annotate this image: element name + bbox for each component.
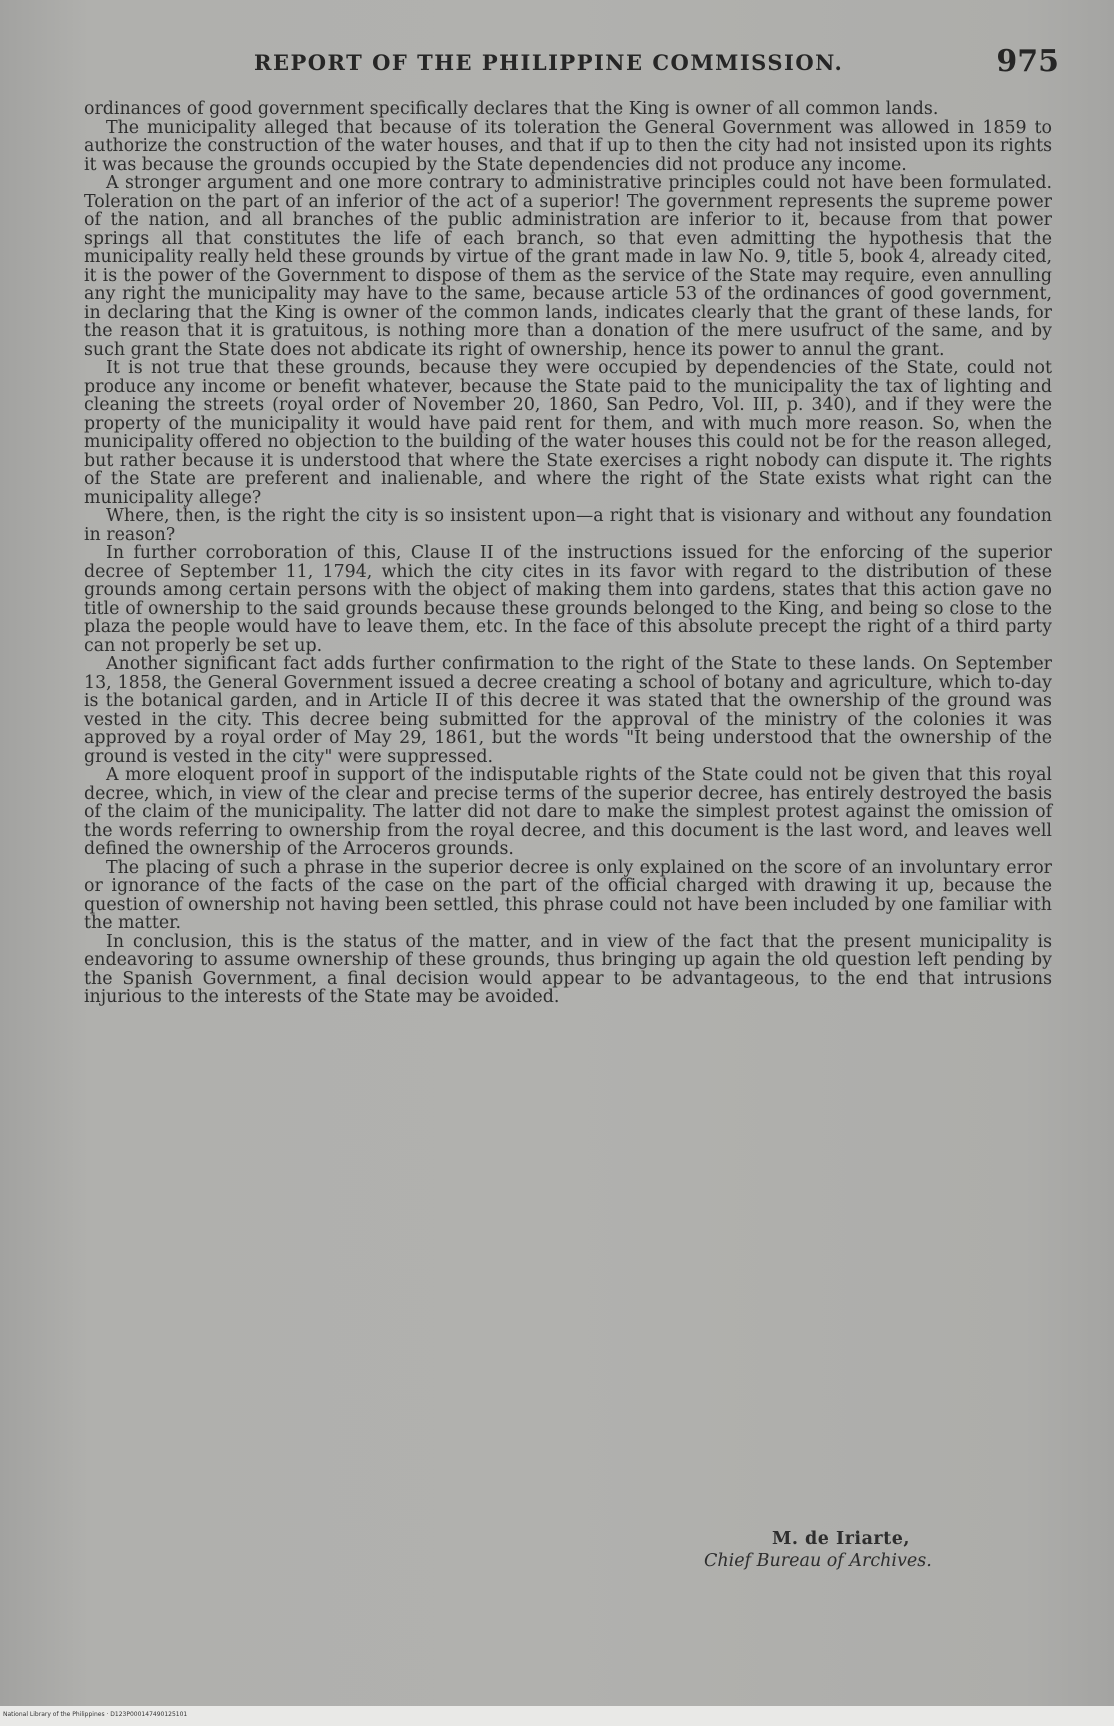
signatory-title: Chief Bureau of Archives. bbox=[704, 1551, 932, 1571]
signatory-name: M. de Iriarte, bbox=[772, 1529, 910, 1549]
running-title: REPORT OF THE PHILIPPINE COMMISSION. bbox=[254, 50, 844, 75]
body-text bbox=[84, 100, 1052, 1007]
paragraph-2: The municipality alleged that because of its toleration the General Government was allowed in 1859 to authorize the construction of the water houses, and that if up to then the city had not insisted upon its rights it was because the grounds occupied by the State dependencies did not produce any income. bbox=[84, 117, 1052, 175]
paragraph-8: A more eloquent proof in support of the indisputable rights of the State could not be given that this royal decree, which, in view of the clear and precise terms of the superior decree, has entirely destroyed the basis of the claim of the municipality. The latter did not dare to make the simplest protest against the omission of the words referring to ownership from the royal decree, and this document is the last word, and leaves well defined the ownership of the Arroceros grounds. bbox=[84, 765, 1052, 859]
signature-block bbox=[704, 1528, 1004, 1572]
paragraph-3: A stronger argument and one more contrary to administrative principles could not have been formulated. Toleration on the part of an inferior of the act of a superior! The government represents the supreme power of the nation, and all branches of the public administration are inferior to it, because from that power springs all that constitutes the life of each branch, so that even admitting the hypothesis that the municipality really held these grounds by virtue of the grant made in law No. 9, title 5, book 4, already cited, it is the power of the Government to dispose of them as the service of the State may require, even annulling any right the municipality may have to the same, because article 53 of the ordinances of good government, in declaring that the King is owner of the common lands, indicates clearly that the grant of these lands, for the reason that it is gratuitous, is nothing more than a donation of the mere usufruct of the same, and by such grant the State does not abdicate its right of ownership, hence its power to annul the grant. bbox=[84, 173, 1052, 360]
scan-attribution: National Library of the Philippines · D123P000147490125101 bbox=[3, 1711, 188, 1718]
paragraph-6: In further corroboration of this, Clause II of the instructions issued for the enforcing of the superior decree of September 11, 1794, which the city cites in its favor with regard to the distribution of these grounds among certain persons with the object of making them into gardens, states that this action gave no title of ownership to the said grounds because these grounds belonged to the King, and being so close to the plaza the people would have to leave them, etc. In the face of this absolute precept the right of a third party can not properly be set up. bbox=[84, 543, 1052, 656]
page-header bbox=[84, 44, 1059, 84]
paragraph-9: The placing of such a phrase in the superior decree is only explained on the score of an involuntary error or ignorance of the facts of the case on the part of the official charged with drawing it up, because the question of ownership not having been settled, this phrase could not have been included by one familiar with the matter. bbox=[84, 857, 1052, 933]
paragraph-5: Where, then, is the right the city is so insistent upon—a right that is visionary and without any foundation in reason? bbox=[84, 506, 1052, 545]
paragraph-7: Another significant fact adds further confirmation to the right of the State to these lands. On September 13, 1858, the General Government issued a decree creating a school of botany and agriculture, which to-day is the botanical garden, and in Article II of this decree it was stated that the ownership of the ground was vested in the city. This decree being submitted for the approval of the ministry of the colonies it was approved by a royal order of May 29, 1861, but the words "It being understood that the ownership of the ground is vested in the city" were suppressed. bbox=[84, 654, 1052, 767]
page-number: 975 bbox=[996, 44, 1059, 79]
paragraph-1: ordinances of good government specifically declares that the King is owner of all common lands. bbox=[84, 99, 939, 119]
paragraph-4: It is not true that these grounds, because they were occupied by dependencies of the State, could not produce any income or benefit whatever, because the State paid to the municipality the tax of lighting and cleaning the streets (royal order of November 20, 1860, San Pedro, Vol. III, p. 340), and if they were the property of the municipality it would have paid rent for them, and with much more reason. So, when the municipality offered no objection to the building of the water houses this could not be for the reason alleged, but rather because it is understood that where the State exercises a right nobody can dispute it. The rights of the State are preferent and inalienable, and where the right of the State exists what right can the municipality allege? bbox=[84, 358, 1052, 508]
paragraph-10: In conclusion, this is the status of the matter, and in view of the fact that the present municipality is endeavoring to assume ownership of these grounds, thus bringing up again the old question left pending by the Spanish Government, a final decision would appear to be advantageous, to the end that intrusions injurious to the interests of the State may be avoided. bbox=[84, 931, 1052, 1007]
